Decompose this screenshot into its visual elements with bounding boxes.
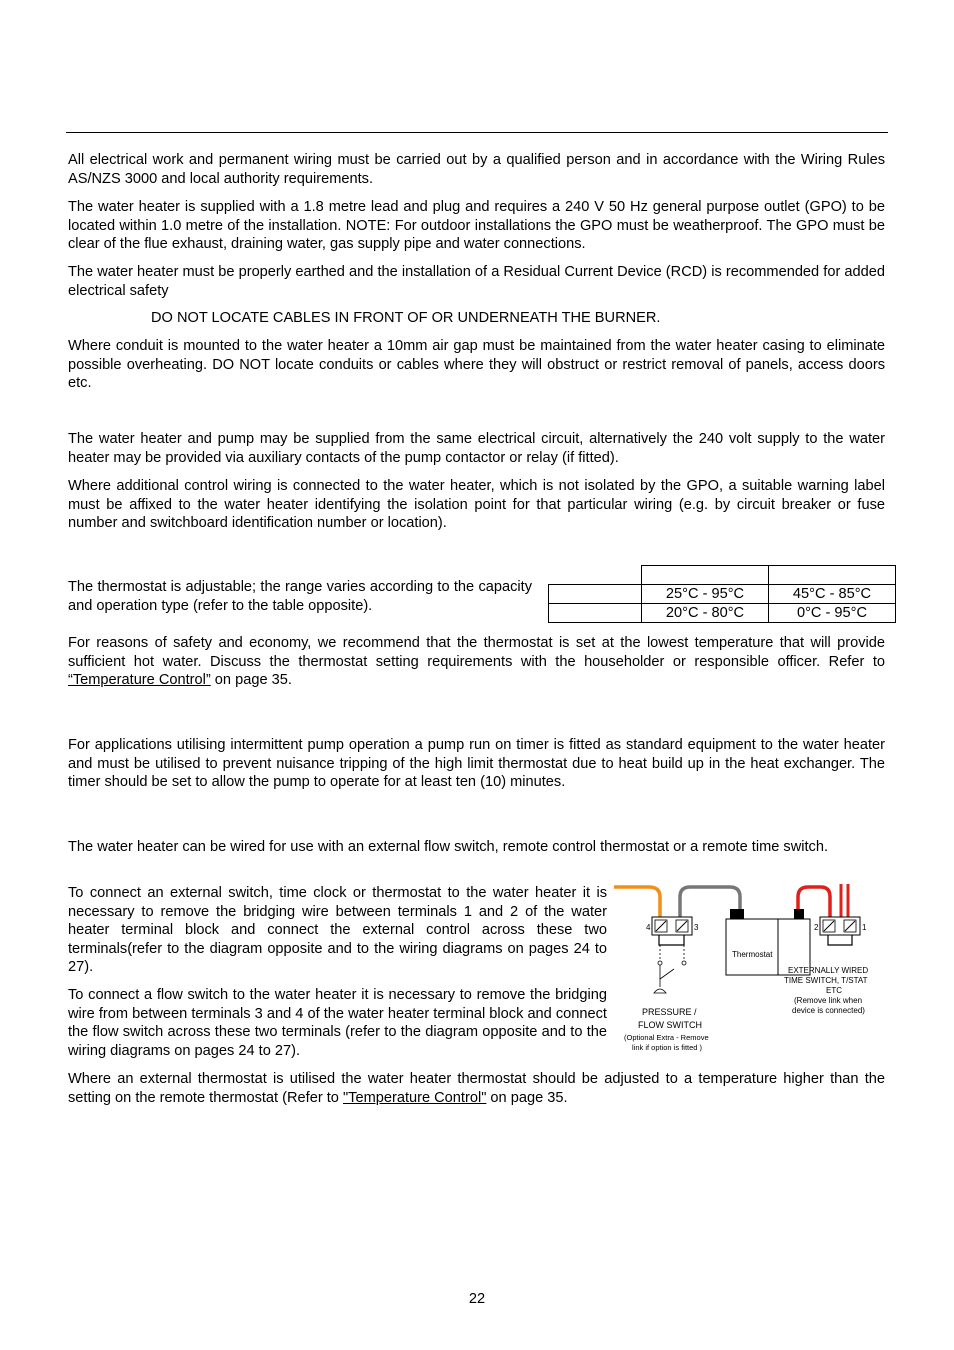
header-rule xyxy=(66,132,888,133)
paragraph-thermostat-setting xyxy=(68,634,885,690)
table-cell xyxy=(549,585,642,604)
external-device-label: EXTERNALLY WIRED xyxy=(788,966,869,975)
page-number: 22 xyxy=(468,1291,486,1307)
temperature-control-link[interactable]: “Temperature Control” xyxy=(68,672,211,689)
table-row xyxy=(549,566,896,585)
table-cell xyxy=(642,566,769,585)
switch-contact-icon xyxy=(658,961,662,965)
thermostat-range-table xyxy=(548,565,896,623)
thermostat-icon xyxy=(726,919,778,975)
flow-switch-note: (Optional Extra - Remove xyxy=(624,1033,709,1042)
wiring-diagram-svg xyxy=(614,879,898,1055)
text: Where an external thermostat is utilised the water heater thermostat should be adjusted to a temperature higher than the setting on the remote thermostat (Refer to xyxy=(68,1071,885,1106)
table-cell: 20°C - 80°C xyxy=(642,604,769,623)
external-device-note: device is connected) xyxy=(792,1006,865,1015)
external-device-note: (Remove link when xyxy=(794,996,863,1005)
table-cell: 45°C - 85°C xyxy=(769,585,896,604)
thermostat-connector xyxy=(794,909,804,919)
table-cell: 0°C - 95°C xyxy=(769,604,896,623)
paragraph-conduit: Where conduit is mounted to the water heater a 10mm air gap must be maintained from the water heater casing to eliminate possible overheating. DO NOT locate conduits or cables where they will obstruct or restrict removal of panels, access doors etc. xyxy=(68,338,885,392)
paragraph-gpo: The water heater is supplied with a 1.8 metre lead and plug and requires a 240 V 50 Hz general purpose outlet (GPO) to be located within 1.0 metre of the installation. NOTE: For outdoor installations the GPO must be weatherproof. The GPO must be clear of the flue exhaust, draining water, gas supply pipe and water connections. xyxy=(68,199,885,253)
terminal-number: 3 xyxy=(694,923,699,932)
paragraph-thermostat-adjustable: The thermostat is adjustable; the range varies according to the capacity and operation type (refer to the table opposite). xyxy=(68,579,532,614)
external-device-label: ETC xyxy=(826,986,842,995)
text: on page 35. xyxy=(486,1089,568,1106)
bridging-link xyxy=(828,935,852,945)
table-row xyxy=(549,585,896,604)
thermostat-connector xyxy=(730,909,744,919)
paragraph-external-control: The water heater can be wired for use with an external flow switch, remote control thermostat or a remote time switch. xyxy=(68,839,829,855)
text: For reasons of safety and economy, we recommend that the thermostat is set at the lowest temperature that will provide sufficient hot water. Discuss the thermostat setting requirements with the householder or responsible officer. Refer to xyxy=(68,635,885,670)
thermostat-label: Thermostat xyxy=(732,950,773,959)
external-device-label: TIME SWITCH, T/STAT xyxy=(784,976,868,985)
wiring-diagram xyxy=(614,879,898,1055)
table-cell: 25°C - 95°C xyxy=(642,585,769,604)
paragraph-pump-supply: The water heater and pump may be supplied from the same electrical circuit, alternatively the 240 volt supply to the water heater may be provided via auxiliary contacts of the pump contactor or relay (if fitted). xyxy=(68,431,885,466)
paragraph-external-switch: To connect an external switch, time clock or thermostat to the water heater it is necessary to remove the bridging wire between terminals 1 and 2 of the water heater terminal block and connect the external control across these two terminals(refer to the diagram opposite and to the wiring diagrams on pages 24 to 27). xyxy=(68,885,607,976)
warning-cables: DO NOT LOCATE CABLES IN FRONT OF OR UNDERNEATH THE BURNER. xyxy=(151,310,661,326)
terminal-number: 2 xyxy=(814,923,819,932)
flow-switch-label: FLOW SWITCH xyxy=(638,1020,702,1030)
flow-switch-note: link if option is fitted ) xyxy=(632,1043,703,1052)
switch-contact-icon xyxy=(682,961,686,965)
paragraph-qualified-person: All electrical work and permanent wiring must be carried out by a qualified person and in accordance with the Wiring Rules AS/NZS 3000 and local authority requirements. xyxy=(68,152,885,187)
flow-switch-icon xyxy=(660,969,674,979)
table-row xyxy=(549,604,896,623)
temperature-control-link[interactable]: "Temperature Control" xyxy=(342,1089,487,1106)
table-cell xyxy=(769,566,896,585)
paragraph-earthing: The water heater must be properly earthed and the installation of a Residual Current Device (RCD) is recommended for added electrical safety xyxy=(68,264,885,299)
terminal-number: 1 xyxy=(862,923,867,932)
flow-switch-label: PRESSURE / xyxy=(642,1007,697,1017)
text: on page 35. xyxy=(210,672,292,689)
paragraph-flow-switch: To connect a flow switch to the water heater it is necessary to remove the bridging wire from between terminals 3 and 4 of the water heater terminal block and connect the flow switch across these two terminals (refer to the diagram opposite and to the wiring diagrams on pages 24 to 27). xyxy=(68,987,607,1059)
paragraph-pump-timer: For applications utilising intermittent pump operation a pump run on timer is fitted as standard equipment to the water heater and must be utilised to prevent nuisance tripping of the high limit thermostat due to heat build up in the heat exchanger. The timer should be set to allow the pump to operate for at least ten (10) minutes. xyxy=(68,737,885,791)
bridging-link xyxy=(659,935,684,945)
terminal-number: 4 xyxy=(646,923,651,932)
orange-wire xyxy=(614,887,660,919)
table-cell xyxy=(549,566,642,585)
table-cell xyxy=(549,604,642,623)
paragraph-control-wiring: Where additional control wiring is connected to the water heater, which is not isolated by the GPO, a suitable warning label must be affixed to the water heater identifying the isolation point for that particular wiring (e.g. by circuit breaker or fuse number and switchboard identification number or location). xyxy=(68,478,885,532)
paragraph-external-thermostat xyxy=(68,1070,885,1107)
